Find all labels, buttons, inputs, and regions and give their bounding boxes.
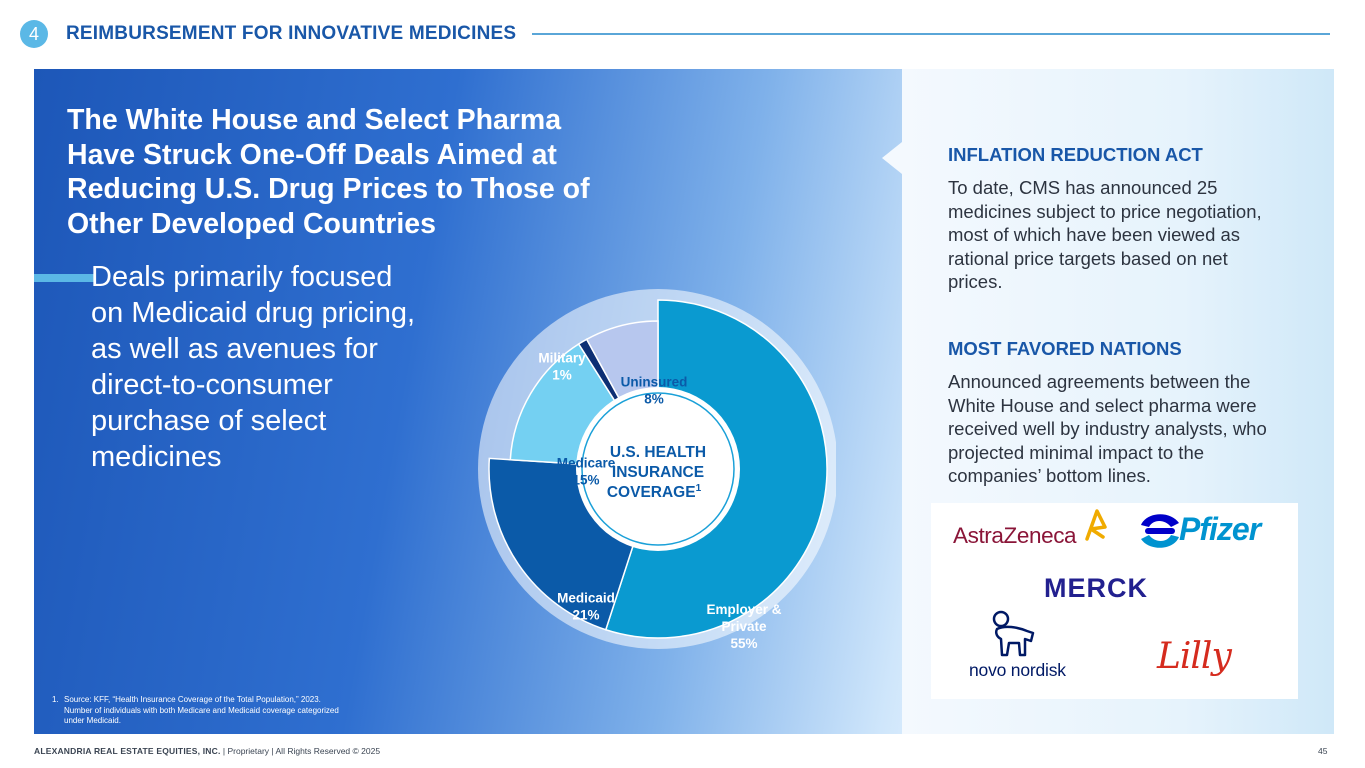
pie-slice-label: 8% bbox=[644, 391, 664, 407]
footer-rights: | Proprietary | All Rights Reserved © 2025 bbox=[220, 746, 381, 756]
section-number-badge: 4 bbox=[20, 20, 48, 48]
page-number: 45 bbox=[1318, 746, 1328, 756]
pie-slice-label: Medicare bbox=[556, 455, 616, 471]
pie-slice-label: 15% bbox=[572, 472, 600, 488]
accent-bar bbox=[34, 274, 96, 282]
pie-slice-label: Private bbox=[721, 619, 767, 634]
footer-copyright bbox=[34, 746, 380, 756]
header-rule bbox=[532, 33, 1330, 35]
footnote-number: 1. bbox=[52, 695, 59, 704]
novo-nordisk-logo: novo nordisk bbox=[969, 660, 1066, 680]
deals-text: Deals primarily focused on Medicaid drug pricing, as well as avenues for direct-to-consumer purchase of select medicines bbox=[91, 261, 416, 473]
pie-center-title-word: COVERAGE bbox=[606, 484, 696, 501]
pie-slice-label: Military bbox=[538, 350, 586, 366]
mfn-heading: MOST FAVORED NATIONS bbox=[948, 338, 1182, 359]
astrazeneca-symbol-icon bbox=[1081, 507, 1111, 543]
ira-body: To date, CMS has announced 25 medicines subject to price negotiation, most of which have been viewed as rational price targets based on net prices. bbox=[948, 177, 1262, 292]
pharma-logos bbox=[931, 503, 1298, 699]
slide-headline: The White House and Select Pharma Have Struck One-Off Deals Aimed at Reducing U.S. Drug Prices to Those of Other Developed Countries bbox=[67, 104, 590, 240]
pie-slice-label: Employer & bbox=[706, 602, 782, 617]
footer-company: ALEXANDRIA REAL ESTATE EQUITIES, INC. bbox=[34, 746, 221, 756]
astrazeneca-logo: AstraZeneca bbox=[953, 523, 1077, 548]
insurance-coverage-pie-chart bbox=[476, 289, 836, 649]
pie-slice-label: 1% bbox=[552, 367, 572, 383]
section-header bbox=[20, 20, 1330, 48]
pie-slice-label: Uninsured bbox=[620, 374, 688, 390]
pie-center-title-line1: U.S. HEALTH bbox=[609, 444, 707, 461]
callout-notch bbox=[882, 142, 902, 174]
ira-heading: INFLATION REDUCTION ACT bbox=[948, 144, 1203, 165]
pie-center-superscript: 1 bbox=[695, 483, 702, 494]
pie-center-title-line3 bbox=[607, 483, 702, 501]
mfn-body: Announced agreements between the White House and select pharma were received well by industry analysts, who projected minimal impact to the companies’ bottom lines. bbox=[948, 371, 1267, 486]
pie-center-title-line2: INSURANCE bbox=[611, 464, 705, 481]
source-footnote bbox=[52, 695, 342, 727]
pfizer-symbol-icon bbox=[1137, 509, 1183, 553]
pie-slice-label: 21% bbox=[572, 607, 600, 623]
merck-logo: MERCK bbox=[1044, 573, 1148, 603]
content-panel bbox=[34, 69, 1334, 734]
logo-layer bbox=[931, 503, 1298, 699]
pfizer-logo: Pfizer bbox=[1179, 511, 1261, 547]
pie-slice-label: Medicaid bbox=[557, 590, 615, 606]
pie-slice-label: 55% bbox=[730, 636, 758, 649]
section-title: REIMBURSEMENT FOR INNOVATIVE MEDICINES bbox=[66, 23, 517, 44]
footnote-text: Source: KFF, “Health Insurance Coverage of the Total Population,” 2023. Number of individuals with both Medicare and Medicaid coverage categorized under Medicaid. bbox=[64, 695, 339, 725]
novo-nordisk-bull-icon bbox=[987, 607, 1043, 663]
lilly-logo: Lilly bbox=[1157, 636, 1231, 677]
